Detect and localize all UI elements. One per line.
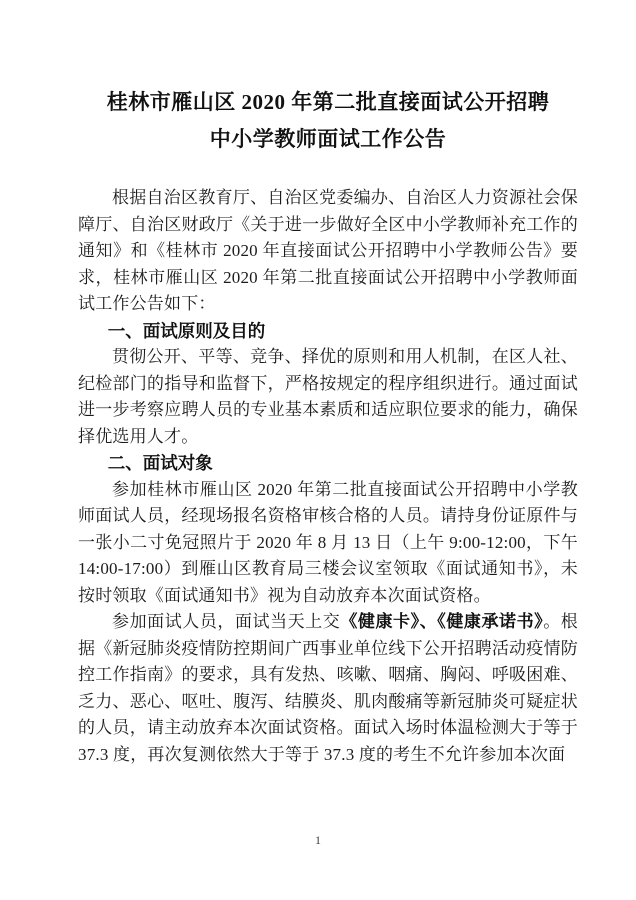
page-number: 1 <box>315 833 321 847</box>
page-content <box>78 84 578 768</box>
intro-paragraph: 根据自治区教育厅、自治区党委编办、自治区人力资源社会保障厅、自治区财政厅《关于进一步做好全区中小学教师补充工作的通知》和《桂林市 2020 年直接面试公开招聘中小学教师公告》要求，桂林市雁山区 2020 年第二批直接面试公开招聘中小学教师面试工作公告如下： <box>78 188 578 313</box>
section-2-paragraph: 参加桂林市雁山区 2020 年第二批直接面试公开招聘中小学教师面试人员，经现场报名资格审核合格的人员。请持身份证原件与一张小二寸免冠照片于 2020 年 8 月 13 日（上午 9:00-12:00，下午 14:00-17:00）到雁山区教育局三楼会议室领取《面试通知书》，未按时领取《面试通知书》视为自动放弃本次面试资格。 <box>78 479 578 605</box>
document-title <box>78 84 578 158</box>
health-notice-prefix: 参加面试人员，面试当天上交 <box>112 612 341 631</box>
section-1-heading: 一、面试原则及目的 <box>107 320 266 341</box>
section-2-heading: 二、面试对象 <box>107 453 213 473</box>
section-1-paragraph: 贯彻公开、平等、竞争、择优的原则和用人机制，在区人社、纪检部门的指导和监督下，严格按规定的程序组织进行。通过面试进一步考察应聘人员的专业基本素质和适应职位要求的能力，确保择优选用人才。 <box>78 347 578 446</box>
health-notice-bold-titles: 《健康卡》、《健康承诺书》 <box>340 612 544 631</box>
health-notice-paragraph <box>78 609 578 768</box>
document-title-line-1: 桂林市雁山区 2020 年第二批直接面试公开招聘 <box>106 90 550 114</box>
document-title-line-2: 中小学教师面试工作公告 <box>209 127 447 151</box>
health-notice-suffix: 。根据《新冠肺炎疫情防控期间广西事业单位线下公开招聘活动疫情防控工作指南》的要求，具有发热、咳嗽、咽痛、胸闷、呼吸困难、乏力、恶心、呕吐、腹泻、结膜炎、肌肉酸痛等新冠肺炎可疑症状的人员，请主动放弃本次面试资格。面试入场时体温检测大于等于 37.3 度，再次复测依然大于等于 37.3 度的考生不允许参加本次面 <box>78 612 578 764</box>
